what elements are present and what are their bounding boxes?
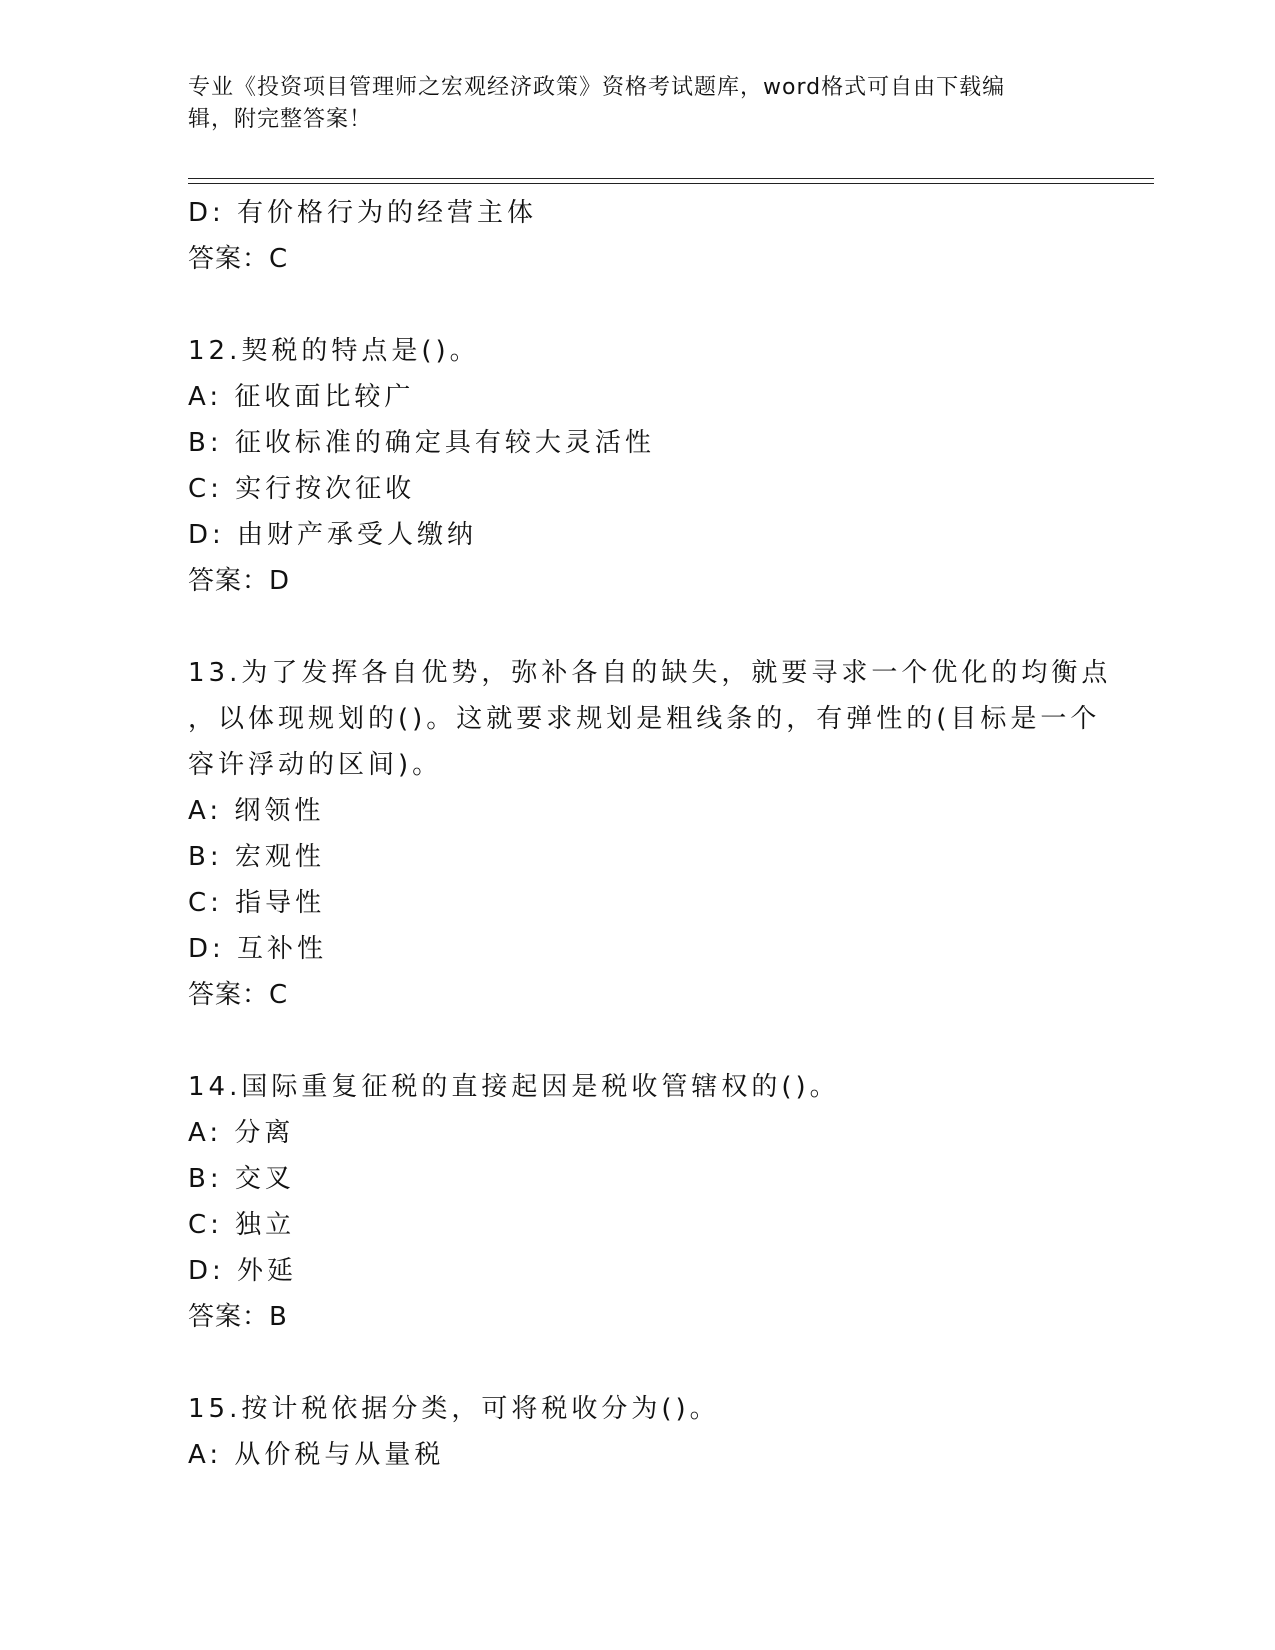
answer-line: 答案：B xyxy=(188,1302,288,1332)
option-a: A: 分离 xyxy=(188,1118,295,1148)
question-15 xyxy=(188,1386,1088,1478)
option-b: B: 宏观性 xyxy=(188,842,325,872)
question-stem-line-3: 容许浮动的区间)。 xyxy=(188,750,443,780)
option-c: C: 实行按次征收 xyxy=(188,474,416,504)
question-12 xyxy=(188,328,1088,604)
header-line-2: 辑，附完整答案！ xyxy=(188,107,373,132)
document-header xyxy=(188,72,1068,136)
question-stem: 12.契税的特点是()。 xyxy=(188,336,480,366)
question-stem: 14.国际重复征税的直接起因是税收管辖权的()。 xyxy=(188,1072,840,1102)
option-b: B: 交叉 xyxy=(188,1164,295,1194)
header-rule-top xyxy=(188,178,1154,179)
option-b: B: 征收标准的确定具有较大灵活性 xyxy=(188,428,655,458)
option-c: C: 独立 xyxy=(188,1210,296,1240)
question-stem-line-1: 13.为了发挥各自优势，弥补各自的缺失，就要寻求一个优化的均衡点 xyxy=(188,658,1112,688)
option-d: D: 外延 xyxy=(188,1256,298,1286)
question-stem-line-2: ，以体现规划的()。这就要求规划是粗线条的，有弹性的(目标是一个 xyxy=(188,704,1101,734)
question-13 xyxy=(188,650,1112,1018)
question-14 xyxy=(188,1064,1088,1340)
header-line-1: 专业《投资项目管理师之宏观经济政策》资格考试题库，word格式可自由下载编 xyxy=(188,75,1006,100)
option-d: D: 互补性 xyxy=(188,934,328,964)
answer-line: 答案：D xyxy=(188,566,291,596)
previous-question-tail xyxy=(188,190,1088,282)
option-d: D: 有价格行为的经营主体 xyxy=(188,198,538,228)
answer-line: 答案：C xyxy=(188,244,289,274)
option-a: A: 征收面比较广 xyxy=(188,382,415,412)
answer-line: 答案：C xyxy=(188,980,289,1010)
option-c: C: 指导性 xyxy=(188,888,326,918)
header-rule-bottom xyxy=(188,183,1154,184)
question-stem: 15.按计税依据分类，可将税收分为()。 xyxy=(188,1394,720,1424)
option-d: D: 由财产承受人缴纳 xyxy=(188,520,478,550)
option-a: A: 纲领性 xyxy=(188,796,325,826)
question-list xyxy=(188,190,1112,1478)
option-a: A: 从价税与从量税 xyxy=(188,1440,445,1470)
